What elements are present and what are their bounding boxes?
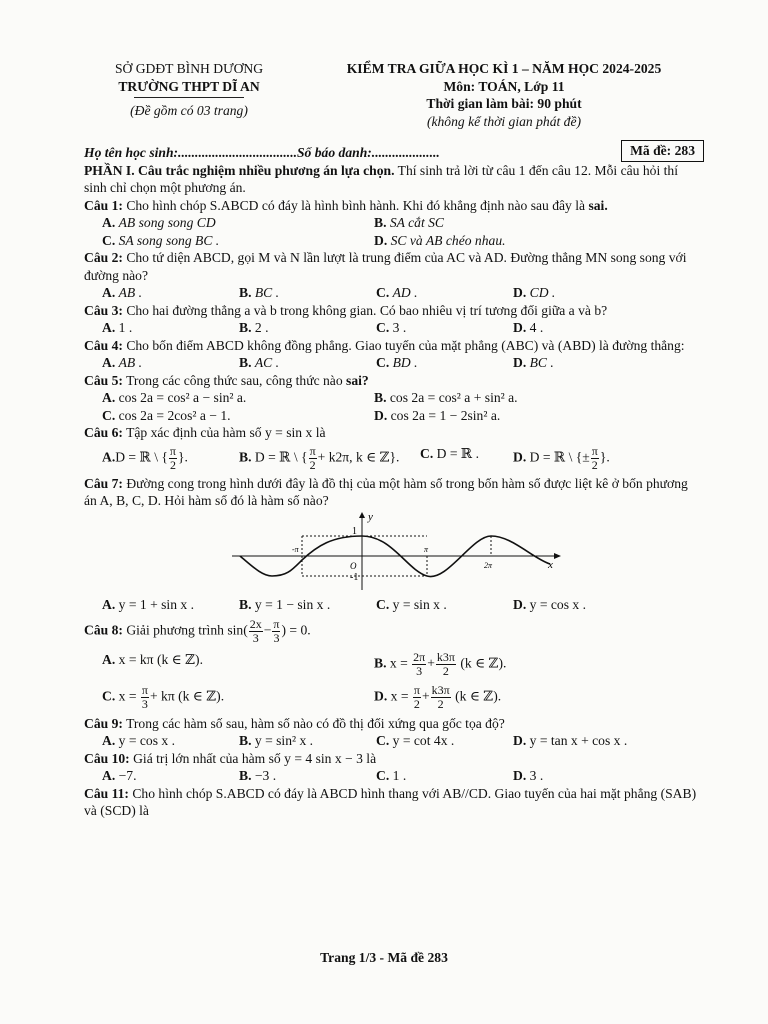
page-footer: Trang 1/3 - Mã đề 283	[320, 950, 448, 965]
q6-option-d[interactable]: D. D = ℝ \ {± $\frac{\pi}{2}$ }.	[513, 443, 610, 472]
q3-option-c[interactable]: C. 3 .	[376, 320, 407, 335]
tick-two-pi: 2π	[484, 560, 493, 570]
question-1	[84, 197, 704, 215]
q9-option-a[interactable]: A. y = cos x .	[102, 733, 175, 748]
q5-option-d[interactable]: D. cos 2a = 1 − 2sin² a.	[374, 407, 501, 423]
q6-label: Câu 6:	[84, 425, 123, 440]
q10-label: Câu 10:	[84, 750, 130, 766]
q5-option-b[interactable]: B. cos 2a = cos² a + sin² a.	[374, 390, 518, 405]
name-dots: ...................................	[178, 145, 297, 160]
question-11	[84, 785, 704, 820]
q7-option-c[interactable]: C. y = sin x .	[376, 597, 447, 612]
q3-option-b[interactable]: B. 2 .	[239, 320, 269, 335]
q6-text: Tập xác định của hàm số y = sin x là	[126, 425, 326, 440]
q10-text: Giá trị lớn nhất của hàm số y = 4 sin x − 3 là	[133, 750, 377, 766]
q2-option-a[interactable]: A. AB .	[102, 285, 143, 300]
q3-text: Cho hai đường thẳng a và b trong không gian. Có bao nhiêu vị trí tương đối giữa a và b?	[126, 302, 608, 318]
q1-option-b[interactable]: B. SA cắt SC	[374, 215, 444, 230]
question-10	[84, 750, 704, 768]
q1-option-d[interactable]: D. SC và AB chéo nhau.	[374, 232, 506, 248]
q9-option-b[interactable]: B. y = sin² x .	[239, 733, 314, 748]
question-6	[84, 424, 704, 442]
student-info-line	[84, 140, 704, 162]
q7-option-b[interactable]: B. y = 1 − sin x .	[239, 597, 331, 612]
q8-option-a[interactable]: A. x = kπ (k ∈ ℤ).	[102, 651, 203, 667]
q7-label: Câu 7:	[84, 475, 123, 491]
q11-label: Câu 11:	[84, 785, 129, 801]
q5-label: Câu 5:	[84, 372, 123, 388]
q10-option-a[interactable]: A. −7.	[102, 768, 137, 783]
q2-option-c[interactable]: C. AD .	[376, 285, 418, 300]
student-fields	[84, 144, 440, 162]
q1-option-c[interactable]: C. SA song song BC .	[102, 232, 220, 248]
question-2	[84, 249, 704, 284]
time-note: (không kể thời gian phát đề)	[426, 113, 582, 129]
school-name: TRƯỜNG THPT DĨ AN	[118, 78, 260, 94]
question-8: Câu 8: Giải phương trình sin( $\frac{2x}{3}$ − $\frac{\pi}{3}$ ) = 0.	[84, 616, 311, 645]
q2-label: Câu 2:	[84, 250, 123, 265]
exam-time: Thời gian làm bài: 90 phút	[426, 96, 582, 111]
q3-options	[102, 319, 704, 337]
exam-title: KIỂM TRA GIỮA HỌC KÌ 1 – NĂM HỌC 2024-2025	[346, 61, 662, 76]
q6-options	[102, 445, 704, 472]
q8-option-c[interactable]: C. x = $\frac{\pi}{3}$ + kπ (k ∈ ℤ).	[102, 682, 225, 711]
q4-option-d[interactable]: D. BC .	[513, 355, 554, 370]
part1-title: PHẦN I. Câu trắc nghiệm nhiều phương án lựa chọn.	[84, 162, 395, 178]
q7-graph	[232, 512, 704, 597]
x-axis-label: x	[548, 558, 553, 571]
y-axis-arrow	[359, 512, 365, 518]
q5-options	[102, 389, 704, 424]
q5-option-a[interactable]: A. cos 2a = cos² a − sin² a.	[102, 390, 247, 405]
q9-option-d[interactable]: D. y = tan x + cos x .	[513, 733, 628, 748]
q4-label: Câu 4:	[84, 337, 123, 353]
q4-option-a[interactable]: A. AB .	[102, 355, 143, 370]
question-4	[84, 337, 704, 355]
name-label: Họ tên học sinh:	[84, 145, 179, 160]
q4-options	[102, 354, 704, 372]
origin-label: O	[350, 560, 357, 571]
q5-option-c[interactable]: C. cos 2a = 2cos² a − 1.	[102, 407, 231, 423]
tick-pi: π	[424, 544, 429, 554]
q1-bold-tail: sai.	[588, 197, 608, 213]
q2-options	[102, 284, 704, 302]
exam-info-block	[304, 60, 704, 130]
q4-option-b[interactable]: B. AC .	[239, 355, 280, 370]
tick-neg-pi: -π	[292, 544, 299, 554]
cosine-graph	[232, 512, 562, 592]
tick-one: 1	[352, 525, 357, 537]
q1-label: Câu 1:	[84, 197, 123, 213]
id-label: Số báo danh:	[297, 145, 372, 160]
q4-option-c[interactable]: C. BD .	[376, 355, 418, 370]
id-dots: ....................	[371, 145, 440, 160]
q10-options	[102, 767, 704, 785]
part1-desc: Thí sinh trả lời từ câu 1 đến câu 12. Mỗi câu hỏi thí sinh chỉ chọn một phương án.	[84, 162, 678, 195]
q6-option-a[interactable]: A.D = ℝ \ { $\frac{\pi}{2}$ }.	[102, 443, 188, 472]
question-7	[84, 475, 704, 510]
q1-option-a[interactable]: A. AB song song CD	[102, 215, 216, 230]
q6-option-b[interactable]: B. D = ℝ \ { $\frac{\pi}{2}$ + k2π, k ∈ ℤ}.	[239, 443, 400, 472]
q7-option-d[interactable]: D. y = cos x .	[513, 597, 586, 612]
q8-eq-tail: ) = 0.	[281, 622, 311, 638]
q9-options	[102, 732, 704, 750]
exam-code-box: Mã đề: 283	[621, 140, 704, 162]
header-rule	[134, 97, 244, 98]
pages-note: (Đề gồm có 03 trang)	[130, 103, 248, 118]
exam-header	[84, 60, 704, 130]
q8-option-d[interactable]: D. x = $\frac{\pi}{2}$ + $\frac{k3\pi}{2}$ (k ∈ ℤ).	[374, 682, 502, 711]
q10-option-c[interactable]: C. 1 .	[376, 768, 407, 783]
department-name: SỞ GDĐT BÌNH DƯƠNG	[114, 61, 264, 76]
question-9	[84, 715, 704, 733]
q5-text: Trong các công thức sau, công thức nào	[126, 372, 343, 388]
q10-option-d[interactable]: D. 3 .	[513, 768, 544, 783]
exam-page	[84, 60, 704, 820]
tick-minus-one: -1	[350, 571, 359, 583]
q3-option-a[interactable]: A. 1 .	[102, 320, 133, 335]
q3-option-d[interactable]: D. 4 .	[513, 320, 544, 335]
q8-label: Câu 8:	[84, 622, 123, 638]
q8-option-b[interactable]: B. x = $\frac{2\pi}{3}$ + $\frac{k3\pi}{2}$ (k ∈ ℤ).	[374, 649, 507, 678]
q10-option-b[interactable]: B. −3 .	[239, 768, 277, 783]
y-axis-label: y	[368, 511, 373, 523]
q3-label: Câu 3:	[84, 302, 123, 318]
q2-option-d[interactable]: D. CD .	[513, 285, 556, 300]
q11-text: Cho hình chóp S.ABCD có đáy là ABCD hình thang với AB//CD. Giao tuyến của hai mặt phẳng (SAB) và (SCD) là	[84, 785, 697, 818]
q4-text: Cho bốn điểm ABCD không đồng phẳng. Giao tuyến của mặt phẳng (ABC) và (ABD) là đường thẳng:	[126, 337, 685, 353]
q2-option-b[interactable]: B. BC .	[239, 285, 280, 300]
q1-text: Cho hình chóp S.ABCD có đáy là hình bình hành. Khi đó khẳng định nào sau đây là	[126, 197, 586, 213]
question-5	[84, 372, 704, 390]
q6-option-c[interactable]: C. D = ℝ .	[420, 445, 479, 461]
part1-intro	[84, 162, 704, 197]
q2-text: Cho tứ diện ABCD, gọi M và N lần lượt là trung điểm của AC và AD. Đường thẳng MN song song với đường nào?	[84, 250, 687, 283]
q8-text: Giải phương trình sin	[126, 622, 244, 638]
q5-bold-tail: sai?	[346, 372, 369, 388]
q9-option-c[interactable]: C. y = cot 4x .	[376, 733, 455, 748]
question-3	[84, 302, 704, 320]
q9-text: Trong các hàm số sau, hàm số nào có đồ thị đối xứng qua gốc tọa độ?	[126, 715, 505, 731]
x-axis-arrow	[554, 553, 561, 559]
q7-text: Đường cong trong hình dưới đây là đồ thị của một hàm số trong bốn hàm số được liệt kê ở bốn phương án A, B, C, D. Hỏi hàm số đó là hàm số nào?	[84, 475, 688, 508]
q9-label: Câu 9:	[84, 715, 123, 731]
q7-option-a[interactable]: A. y = 1 + sin x .	[102, 597, 195, 612]
subject: Môn: TOÁN, Lớp 11	[443, 78, 565, 94]
q1-options	[102, 214, 704, 249]
q7-options	[102, 596, 704, 614]
q8-options	[102, 651, 704, 711]
school-block	[84, 60, 294, 130]
